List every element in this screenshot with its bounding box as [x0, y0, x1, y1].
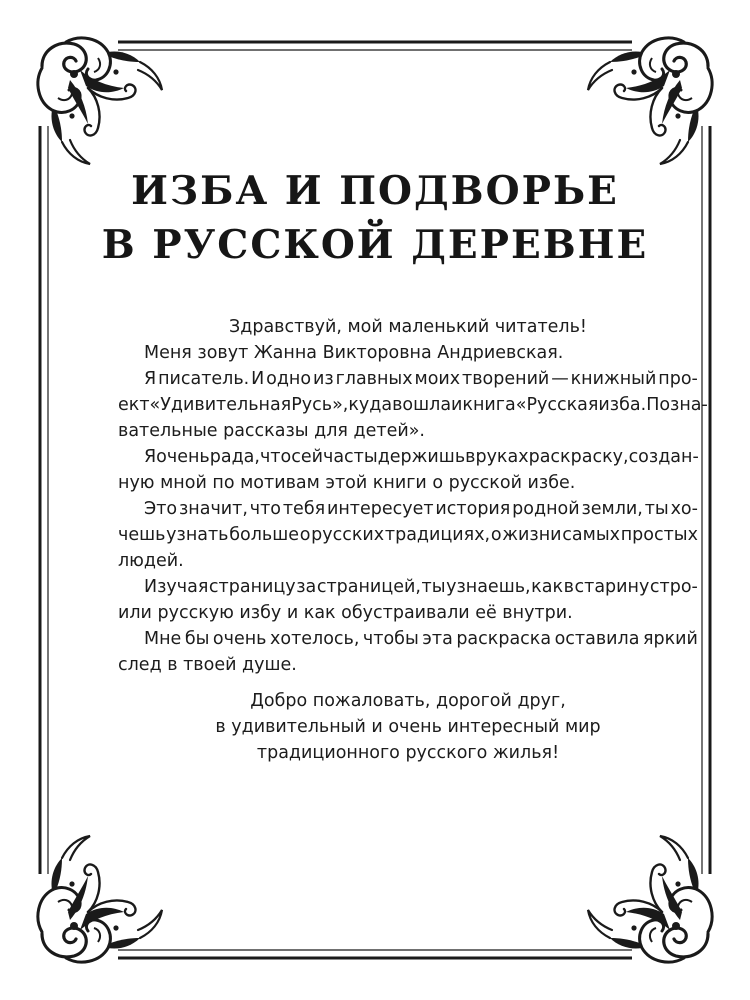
- word: традициях,: [384, 525, 491, 545]
- paragraph-6-line-1: [118, 626, 698, 652]
- word: Изучая: [144, 577, 209, 597]
- word: книга: [462, 395, 516, 415]
- word: самых: [562, 525, 620, 545]
- word: история: [435, 499, 511, 519]
- word: узнать: [166, 525, 229, 545]
- word: ты: [421, 577, 446, 597]
- word: что: [249, 499, 282, 519]
- paragraph-1: Меня зовут Жанна Викторовна Андриевская.: [144, 343, 564, 363]
- word: изба.: [598, 395, 647, 415]
- word: как: [531, 577, 564, 597]
- word: Русь»,: [291, 395, 349, 415]
- word: и: [451, 395, 463, 415]
- word: стро-: [649, 577, 698, 597]
- paragraph-3-line-2: ную мной по мотивам этой книги о русской избе.: [118, 473, 576, 493]
- word: эта: [422, 629, 453, 649]
- word: книжный: [570, 369, 657, 389]
- paragraph-2-line-1: [118, 366, 698, 392]
- paragraph-6-line-2: след в твоей душе.: [118, 655, 297, 675]
- paragraph-4-line-2: [118, 522, 698, 548]
- word: интересует: [326, 499, 434, 519]
- word: главных: [335, 369, 413, 389]
- word: страницу: [208, 577, 296, 597]
- word: что: [259, 447, 292, 467]
- word: русских: [311, 525, 385, 545]
- word: ект: [118, 395, 150, 415]
- word: руках: [475, 447, 529, 467]
- word: Мне: [144, 629, 182, 649]
- word: старину: [574, 577, 650, 597]
- word: писатель.: [158, 369, 250, 389]
- word: о: [299, 525, 311, 545]
- word: очень: [212, 629, 267, 649]
- paragraph-5-line-2: или русскую избу и как обустраивали её внутри.: [118, 603, 573, 623]
- word: куда: [348, 395, 393, 415]
- word: чешь: [118, 525, 166, 545]
- closing-line-1: Добро пожаловать, дорогой друг,: [250, 691, 566, 711]
- word: Я: [144, 369, 157, 389]
- paragraph-4-line-3: людей.: [118, 551, 184, 571]
- corner-ornament-top-left: [38, 38, 162, 164]
- word: И: [251, 369, 265, 389]
- word: земли,: [581, 499, 643, 519]
- word: в: [563, 577, 574, 597]
- page-title-line-1: ИЗБА И ПОДВОРЬЕ: [131, 168, 619, 214]
- word: хотелось,: [270, 629, 360, 649]
- word: раскраску,: [528, 447, 629, 467]
- word: одно: [266, 369, 312, 389]
- closing-line-2: в удивительный и очень интересный мир: [215, 717, 601, 737]
- word: хо-: [670, 499, 698, 519]
- page-title-line-2: В РУССКОЙ ДЕРЕВНЕ: [101, 222, 649, 268]
- word: в: [465, 447, 476, 467]
- corner-ornament-bottom-left: [38, 836, 162, 962]
- paragraph-5-line-1: [118, 574, 698, 600]
- greeting: Здравствуй, мой маленький читатель!: [229, 317, 587, 337]
- corner-ornament-bottom-right: [588, 836, 712, 962]
- word: тебя: [282, 499, 326, 519]
- word: про-: [658, 369, 698, 389]
- word: из: [312, 369, 334, 389]
- word: вошла: [392, 395, 452, 415]
- word: сейчас: [291, 447, 354, 467]
- word: раскраска: [456, 629, 552, 649]
- word: творений: [462, 369, 550, 389]
- word: очень: [156, 447, 210, 467]
- word: за: [296, 577, 317, 597]
- word: оставила: [554, 629, 640, 649]
- paragraph-2-line-3: вательные рассказы для детей».: [118, 421, 425, 441]
- word: больше: [229, 525, 299, 545]
- word: Я: [144, 447, 157, 467]
- word: значит,: [178, 499, 248, 519]
- word: моих: [414, 369, 461, 389]
- word: держишь: [377, 447, 466, 467]
- paragraph-4-line-1: [118, 496, 698, 522]
- word: —: [551, 369, 569, 389]
- word: родной: [512, 499, 580, 519]
- word: бы: [184, 629, 210, 649]
- word: создан-: [628, 447, 699, 467]
- corner-ornament-top-right: [588, 38, 712, 164]
- word: о: [490, 525, 502, 545]
- word: жизни: [502, 525, 562, 545]
- word: рада,: [209, 447, 260, 467]
- word: ты: [644, 499, 669, 519]
- paragraph-3-line-1: [118, 444, 698, 470]
- word: яркий: [642, 629, 698, 649]
- word: чтобы: [362, 629, 419, 649]
- paragraph-2-line-2: [118, 392, 708, 418]
- word: «Удивительная: [149, 395, 292, 415]
- word: ты: [353, 447, 378, 467]
- body-text: [118, 314, 708, 766]
- word: узнаешь,: [446, 577, 531, 597]
- word: Позна-: [646, 395, 708, 415]
- word: простых: [620, 525, 698, 545]
- word: страницей,: [316, 577, 421, 597]
- closing-line-3: традиционного русского жилья!: [256, 743, 560, 763]
- word: Это: [144, 499, 178, 519]
- word: «Русская: [515, 395, 599, 415]
